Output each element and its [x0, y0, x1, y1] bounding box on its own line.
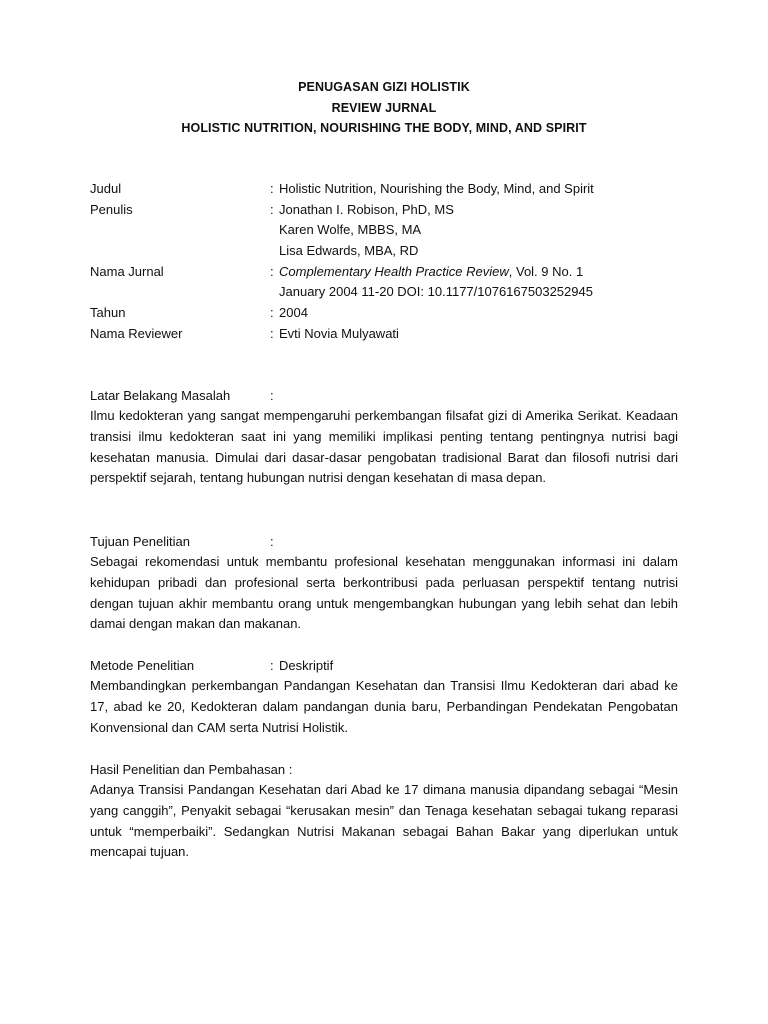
meta-row-penulis-3 [90, 241, 690, 262]
metode-heading: Metode Penelitian [90, 658, 195, 673]
metode-colon: : [270, 658, 274, 673]
hasil-heading: Hasil Penelitian dan Pembahasan : [90, 762, 293, 777]
section-heading [90, 759, 678, 780]
article-title: HOLISTIC NUTRITION, NOURISHING THE BODY, MIND, AND SPIRIT [181, 121, 587, 135]
hasil-body: Adanya Transisi Pandangan Kesehatan dari Abad ke 17 dimana manusia dipandang sebagai “Mesin yang canggih”, Penyakit sebagai “kerusakan mesin” dan Tenaga kesehatan sebagai tukang reparasi untuk “memperbaiki”. Sedangkan Nutrisi Makanan sebagai Bahan Bakar yang diperlukan untuk mencapai tujuan. [90, 782, 678, 860]
tahun-value: 2004 [279, 305, 308, 321]
nama-jurnal-value [279, 262, 583, 283]
journal-date-doi: January 2004 11-20 DOI: 10.1177/1076167503252945 [279, 284, 593, 300]
latar-heading: Latar Belakang Masalah [90, 388, 231, 403]
assignment-title: PENUGASAN GIZI HOLISTIK [298, 80, 470, 94]
penulis-colon: : [270, 201, 274, 217]
latar-body: Ilmu kedokteran yang sangat mempengaruhi perkembangan filsafat gizi di Amerika Serikat. Keadaan transisi ilmu kedokteran saat ini yang memiliki implikasi penting tentang pentingnya nutrisi bagi kesehatan manusia. Dimulai dari dasar-dasar pengobatan tradisional Barat dan filosofi nutrisi dari perspektif sejarah, tentang hubungan nutrisi dengan kesehatan di masa depan. [90, 408, 678, 486]
section-hasil-penelitian [90, 759, 678, 863]
tujuan-heading: Tujuan Penelitian [90, 534, 190, 549]
penulis-label: Penulis [90, 201, 133, 217]
judul-label: Judul [90, 181, 122, 196]
nama-reviewer-colon: : [270, 325, 274, 341]
meta-row-penulis [90, 200, 690, 221]
section-tujuan-penelitian [90, 531, 678, 635]
meta-row-nama-jurnal [90, 262, 690, 283]
journal-metadata [90, 179, 690, 345]
meta-row-nama-reviewer [90, 324, 690, 345]
metode-body: Membandingkan perkembangan Pandangan Kesehatan dan Transisi Ilmu Kedokteran dari abad ke 17, abad ke 20, Kedokteran dalam pandangan dunia baru, Perbandingan Pendekatan Pengobatan Konvensional dan CAM serta Nutrisi Holistik. [90, 678, 678, 735]
meta-row-judul [90, 179, 690, 200]
journal-name: Complementary Health Practice Review [279, 263, 509, 279]
metode-value: Deskriptif [279, 658, 334, 673]
journal-volume: , Vol. 9 No. 1 [508, 263, 584, 279]
tahun-colon: : [270, 305, 274, 321]
tahun-label: Tahun [90, 305, 126, 321]
judul-colon: : [270, 181, 274, 196]
author-3: Lisa Edwards, MBA, RD [279, 243, 419, 259]
section-metode-penelitian [90, 655, 678, 738]
review-title: REVIEW JURNAL [331, 100, 437, 115]
tujuan-colon: : [270, 534, 274, 549]
section-heading [90, 385, 678, 406]
nama-jurnal-label: Nama Jurnal [90, 263, 164, 279]
section-latar-belakang [90, 385, 678, 489]
nama-jurnal-colon: : [270, 263, 274, 279]
author-2: Karen Wolfe, MBBS, MA [279, 222, 422, 238]
section-heading [90, 531, 678, 552]
meta-row-penulis-2 [90, 220, 690, 241]
nama-reviewer-label: Nama Reviewer [90, 325, 183, 341]
nama-reviewer-value: Evti Novia Mulyawati [279, 325, 399, 341]
latar-colon: : [270, 388, 274, 403]
section-heading [90, 655, 678, 676]
meta-row-tahun [90, 303, 690, 324]
document-title-block [0, 77, 768, 139]
judul-value: Holistic Nutrition, Nourishing the Body, Mind, and Spirit [279, 181, 594, 196]
meta-row-nama-jurnal-2 [90, 282, 690, 303]
author-1: Jonathan I. Robison, PhD, MS [279, 201, 454, 217]
tujuan-body: Sebagai rekomendasi untuk membantu profesional kesehatan menggunakan informasi ini dalam kehidupan pribadi dan profesional serta berkontribusi pada perluasan perspektif tentang nutrisi dengan tujuan akhir membantu orang untuk mengembangkan hubungan yang lebih sehat dan lebih damai dengan makan dan makanan. [90, 554, 678, 632]
